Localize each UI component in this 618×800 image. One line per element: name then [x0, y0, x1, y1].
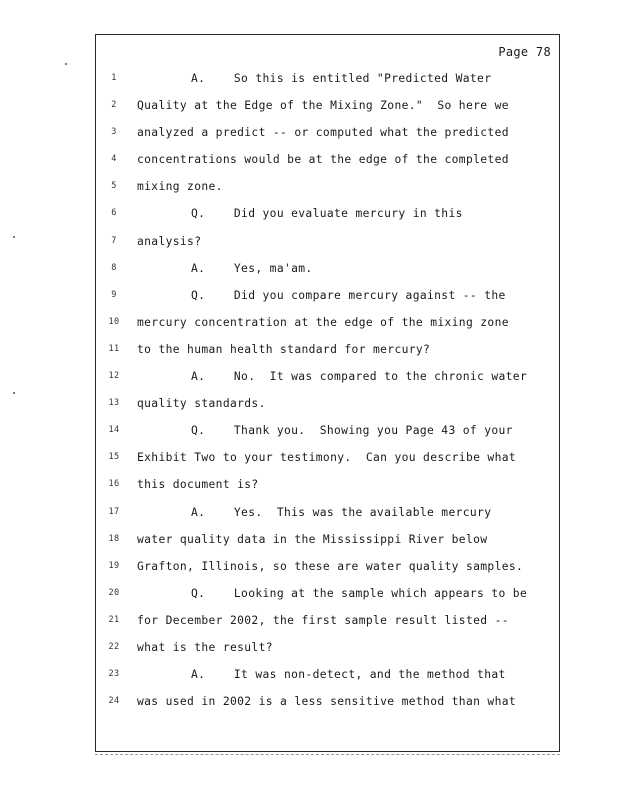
transcript-line [96, 65, 559, 92]
line-text: A. Yes, ma'am. [191, 261, 313, 275]
line-number: 18 [108, 533, 120, 544]
transcript-line [96, 634, 559, 661]
scan-speck [65, 63, 67, 65]
line-text: Exhibit Two to your testimony. Can you describe what [137, 451, 517, 465]
transcript-line [96, 526, 559, 553]
line-number: 5 [111, 181, 117, 192]
transcript-line [96, 282, 559, 309]
line-number: 23 [108, 669, 120, 680]
line-text: Q. Looking at the sample which appears to be [191, 586, 528, 600]
transcript-line [96, 553, 559, 580]
transcript-line [96, 200, 559, 227]
line-number: 7 [111, 235, 117, 246]
line-text: A. It was non-detect, and the method that [191, 668, 506, 682]
line-text: what is the result? [137, 640, 273, 654]
scan-speck [13, 236, 15, 238]
line-text: A. Yes. This was the available mercury [191, 505, 492, 519]
line-number: 1 [111, 73, 117, 83]
page-number: Page 78 [498, 45, 551, 59]
line-number: 3 [111, 127, 117, 138]
line-text: analysis? [137, 234, 202, 248]
line-number: 21 [108, 614, 120, 625]
transcript-body [96, 65, 559, 715]
line-number: 15 [108, 452, 120, 463]
line-number: 6 [111, 208, 117, 219]
line-text: was used in 2002 is a less sensitive method than what [137, 695, 517, 709]
line-text: mixing zone. [137, 180, 223, 194]
line-number: 11 [108, 343, 120, 354]
line-number: 10 [108, 316, 120, 327]
line-number: 13 [108, 398, 120, 409]
transcript-line [96, 688, 559, 715]
line-text: Q. Did you compare mercury against -- the [191, 288, 506, 302]
line-number: 9 [111, 289, 117, 300]
line-number: 20 [108, 587, 120, 598]
line-text: Q. Did you evaluate mercury in this [191, 207, 463, 221]
line-number: 8 [111, 262, 117, 273]
line-text: Quality at the Edge of the Mixing Zone." So here we [137, 99, 509, 113]
transcript-line [96, 607, 559, 634]
line-number: 12 [108, 371, 120, 382]
line-text: Grafton, Illinois, so these are water quality samples. [137, 559, 524, 573]
transcript-line [96, 173, 559, 200]
line-number: 2 [111, 100, 117, 111]
line-number: 24 [108, 696, 120, 707]
bottom-rule [95, 754, 560, 756]
transcript-line [96, 146, 559, 173]
line-number: 22 [108, 641, 120, 652]
line-number: 19 [108, 560, 120, 571]
transcript-line [96, 499, 559, 526]
transcript-line [96, 309, 559, 336]
line-text: Q. Thank you. Showing you Page 43 of your [191, 424, 513, 438]
line-text: concentrations would be at the edge of the completed [137, 153, 509, 167]
transcript-line [96, 390, 559, 417]
line-text: A. So this is entitled "Predicted Water [191, 72, 492, 85]
transcript-line [96, 444, 559, 471]
line-number: 17 [108, 506, 120, 517]
line-text: this document is? [137, 478, 259, 492]
transcript-line [96, 336, 559, 363]
transcript-line [96, 228, 559, 255]
line-text: A. No. It was compared to the chronic water [191, 370, 528, 384]
transcript-line [96, 417, 559, 444]
line-text: for December 2002, the first sample result listed -- [137, 613, 509, 627]
line-text: mercury concentration at the edge of the mixing zone [137, 315, 509, 329]
transcript-line [96, 92, 559, 119]
scan-speck [13, 392, 15, 394]
transcript-line [96, 661, 559, 688]
line-number: 4 [111, 154, 117, 165]
transcript-line [96, 119, 559, 146]
transcript-page [95, 34, 560, 752]
transcript-line [96, 471, 559, 498]
transcript-line [96, 363, 559, 390]
line-text: to the human health standard for mercury? [137, 342, 431, 356]
line-number: 16 [108, 479, 120, 490]
line-text: quality standards. [137, 397, 266, 411]
line-text: analyzed a predict -- or computed what the predicted [137, 126, 509, 140]
line-number: 14 [108, 425, 120, 436]
transcript-line [96, 580, 559, 607]
transcript-line [96, 255, 559, 282]
line-text: water quality data in the Mississippi River below [137, 532, 488, 546]
